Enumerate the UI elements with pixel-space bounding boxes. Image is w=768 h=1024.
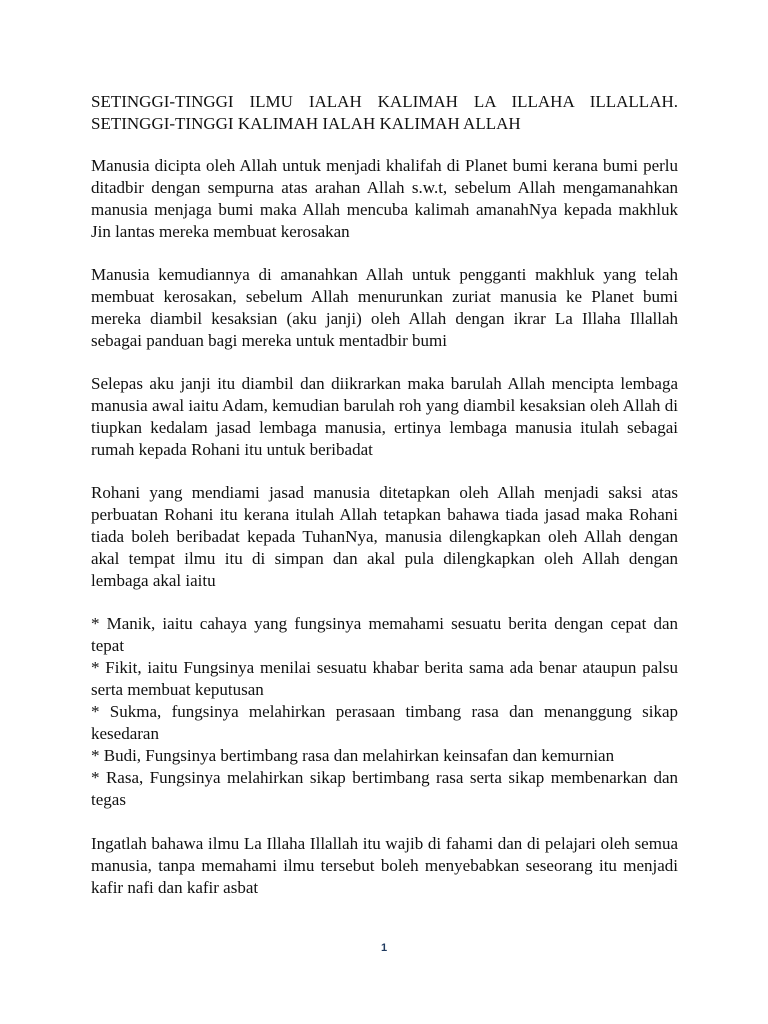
paragraph-2: Manusia kemudiannya di amanahkan Allah untuk pengganti makhluk yang telah membuat kerosakan, sebelum Allah menurunkan zuriat manusia ke Planet bumi mereka diambil kesaksian (aku janji) oleh Allah dengan ikrar La Illaha Illallah sebagai panduan bagi mereka untuk mentadbir bumi — [91, 265, 678, 350]
list-item-rasa: * Rasa, Fungsinya melahirkan sikap bertimbang rasa serta sikap membenarkan dan tegas — [91, 768, 678, 809]
paragraph-4: Rohani yang mendiami jasad manusia ditetapkan oleh Allah menjadi saksi atas perbuatan Rohani itu kerana itulah Allah tetapkan bahawa tiada jasad maka Rohani tiada boleh beribadat kepada TuhanNya, manusia dilengkapkan oleh Allah dengan akal tempat ilmu itu di simpan dan akal pula dilengkapkan oleh Allah dengan lembaga akal iaitu — [91, 483, 678, 590]
paragraph-3: Selepas aku janji itu diambil dan diikrarkan maka barulah Allah mencipta lembaga manusia awal iaitu Adam, kemudian barulah roh yang diambil kesaksian oleh Allah di tiupkan kedalam jasad lembaga manusia, ertinya lembaga manusia itulah sebagai rumah kepada Rohani itu untuk beribadat — [91, 374, 678, 459]
list-item-budi: * Budi, Fungsinya bertimbang rasa dan melahirkan keinsafan dan kemurnian — [91, 746, 615, 765]
akal-list — [91, 613, 678, 811]
list-item-sukma: * Sukma, fungsinya melahirkan perasaan timbang rasa dan menanggung sikap kesedaran — [91, 702, 678, 743]
document-body — [91, 91, 678, 920]
paragraph-1: Manusia dicipta oleh Allah untuk menjadi khalifah di Planet bumi kerana bumi perlu ditadbir dengan sempurna atas arahan Allah s.w.t, sebelum Allah mengamanahkan manusia menjaga bumi maka Allah mencuba kalimah amanahNya kepada makhluk Jin lantas mereka membuat kerosakan — [91, 156, 678, 241]
document-heading: SETINGGI-TINGGI ILMU IALAH KALIMAH LA ILLAHA ILLALLAH. SETINGGI-TINGGI KALIMAH IALAH KALIMAH ALLAH — [91, 92, 678, 133]
closing-paragraph: Ingatlah bahawa ilmu La Illaha Illallah itu wajib di fahami dan di pelajari oleh semua manusia, tanpa memahami ilmu tersebut boleh menyebabkan seseorang itu menjadi kafir nafi dan kafir asbat — [91, 834, 678, 897]
list-item-fikit: * Fikit, iaitu Fungsinya menilai sesuatu khabar berita sama ada benar ataupun palsu serta membuat keputusan — [91, 658, 678, 699]
page-number: 1 — [380, 942, 388, 954]
list-item-manik: * Manik, iaitu cahaya yang fungsinya memahami sesuatu berita dengan cepat dan tepat — [91, 614, 678, 655]
